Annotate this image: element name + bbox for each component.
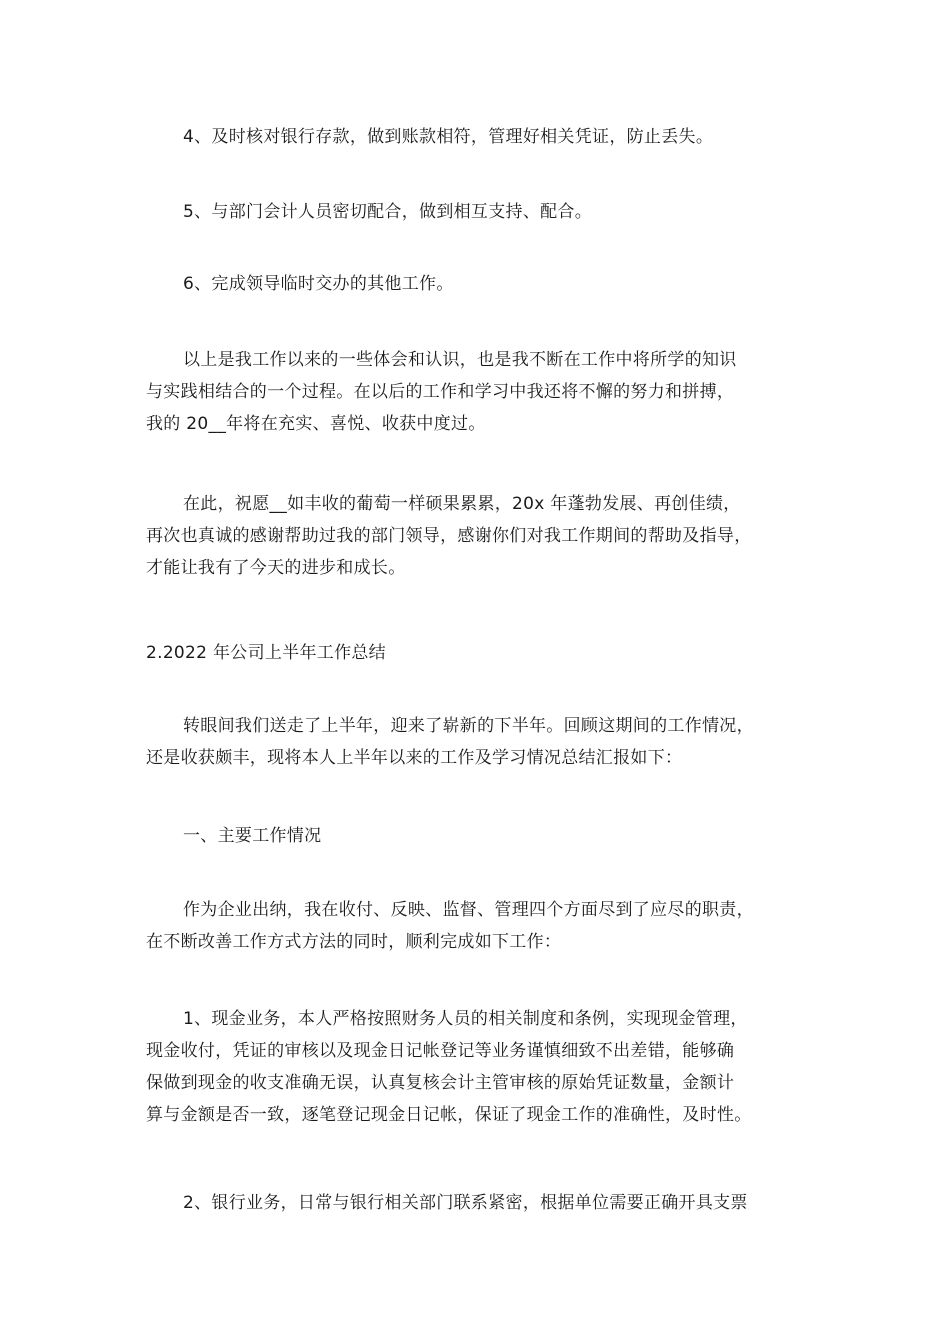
text-line: 再次也真诚的感谢帮助过我的部门领导，感谢你们对我工作期间的帮助及指导，	[146, 526, 752, 546]
text-line: 我的 20__年将在充实、喜悦、收获中度过。	[146, 414, 486, 434]
text-line: 在此，祝愿__如丰收的葡萄一样硕果累累，20x 年蓬勃发展、再创佳绩，	[183, 494, 741, 514]
text-line: 6、完成领导临时交办的其他工作。	[183, 274, 454, 294]
text-line: 1、现金业务，本人严格按照财务人员的相关制度和条例，实现现金管理，	[183, 1009, 748, 1029]
text-line: 2、银行业务，日常与银行相关部门联系紧密，根据单位需要正确开具支票	[183, 1193, 748, 1213]
text-line: 作为企业出纳，我在收付、反映、监督、管理四个方面尽到了应尽的职责，	[183, 900, 754, 920]
text-line: 保做到现金的收支准确无误，认真复核会计主管审核的原始凭证数量，金额计	[146, 1073, 735, 1093]
section-heading	[146, 637, 826, 669]
text-line: 以上是我工作以来的一些体会和认识，也是我不断在工作中将所学的知识	[183, 350, 737, 370]
paragraph-item-5	[146, 196, 826, 228]
paragraph-item-4	[146, 121, 826, 153]
paragraph-cash-business	[146, 1003, 826, 1131]
text-line: 才能让我有了今天的进步和成长。	[146, 558, 406, 578]
paragraph-bank-business	[146, 1187, 826, 1219]
text-line: 4、及时核对银行存款，做到账款相符，管理好相关凭证，防止丢失。	[183, 127, 714, 147]
text-line: 在不断改善工作方式方法的同时，顺利完成如下工作：	[146, 932, 562, 952]
text-line: 5、与部门会计人员密切配合，做到相互支持、配合。	[183, 202, 593, 222]
paragraph-summary	[146, 344, 826, 440]
heading-text: 一、主要工作情况	[183, 826, 322, 846]
paragraph-item-6	[146, 268, 826, 300]
text-line: 算与金额是否一致，逐笔登记现金日记帐，保证了现金工作的准确性，及时性。	[146, 1105, 752, 1125]
text-line: 与实践相结合的一个过程。在以后的工作和学习中我还将不懈的努力和拼搏，	[146, 382, 735, 402]
paragraph-duties	[146, 894, 826, 958]
subsection-heading	[146, 820, 826, 852]
paragraph-wishes	[146, 488, 826, 584]
text-line: 还是收获颇丰，现将本人上半年以来的工作及学习情况总结汇报如下：	[146, 748, 683, 768]
heading-text: 2.2022 年公司上半年工作总结	[146, 643, 386, 663]
text-line: 现金收付，凭证的审核以及现金日记帐登记等业务谨慎细致不出差错，能够确	[146, 1041, 735, 1061]
text-line: 转眼间我们送走了上半年，迎来了崭新的下半年。回顾这期间的工作情况，	[183, 716, 754, 736]
paragraph-intro	[146, 710, 826, 774]
